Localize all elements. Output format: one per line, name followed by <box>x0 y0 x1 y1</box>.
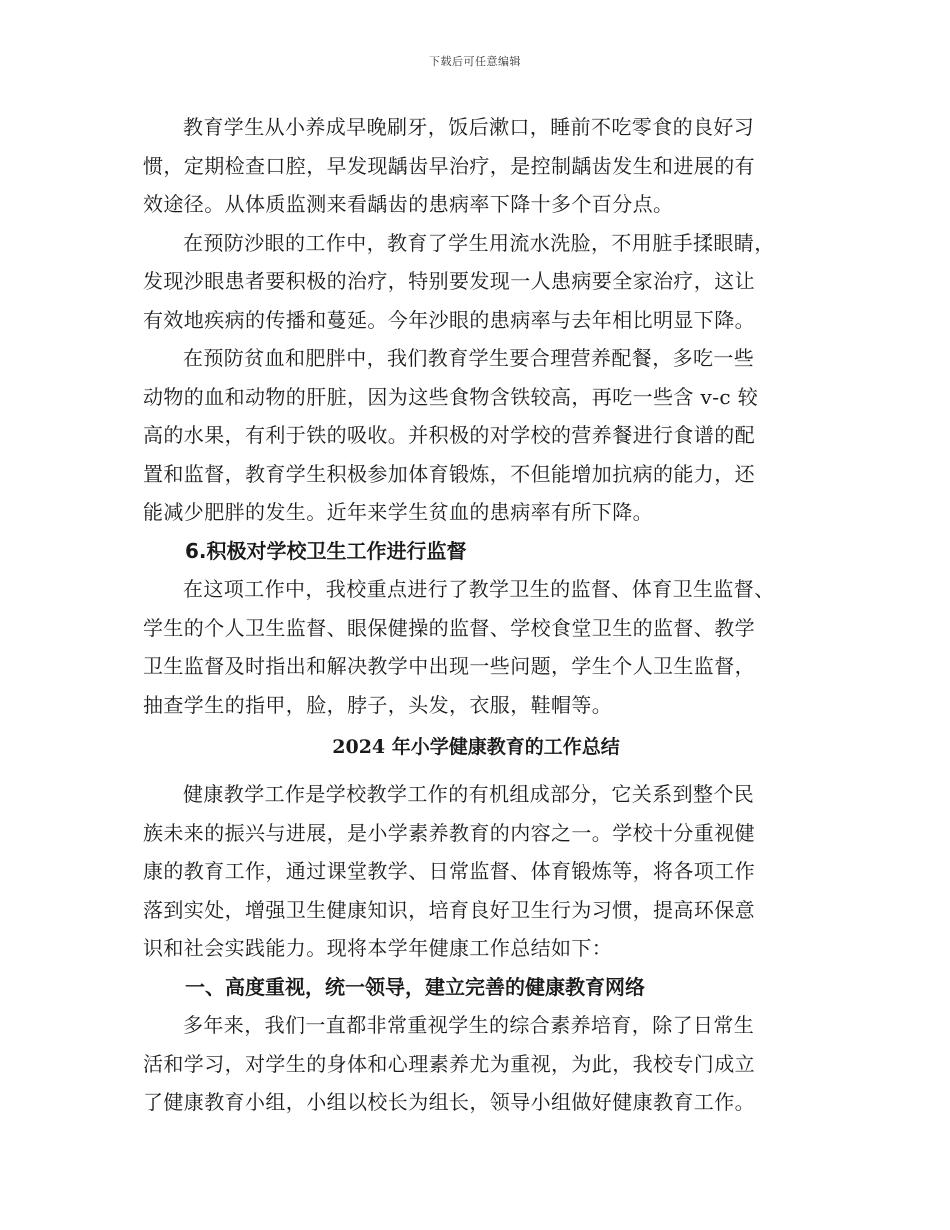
text-line: 落到实处，增强卫生健康知识，培育良好卫生行为习惯，提高环保意 <box>143 897 755 922</box>
text-line: 族未来的振兴与进展，是小学素养教育的内容之一。学校十分重视健 <box>143 820 755 845</box>
text-line: 动物的血和动物的肝脏，因为这些食物含铁较高，再吃一些含 v-c 较 <box>143 384 759 409</box>
text-line: 学生的个人卫生监督、眼保健操的监督、学校食堂卫生的监督、教学 <box>143 615 755 640</box>
paragraph-trachoma <box>143 224 809 340</box>
text-line: 识和社会实践能力。现将本学年健康工作总结如下： <box>143 936 613 960</box>
text-line: 卫生监督及时指出和解决教学中出现一些问题，学生个人卫生监督， <box>143 654 755 678</box>
text-line: 抽查学生的指甲，脸，脖子，头发，衣服，鞋帽等。 <box>143 692 613 717</box>
text-line: 发现沙眼患者要积极的治疗，特别要发现一人患病要全家治疗，这让 <box>143 269 755 293</box>
text-line: 能减少肥胖的发生。近年来学生贫血的患病率有所下降。 <box>143 500 653 524</box>
text-line: 康的教育工作，通过课堂教学、日常监督、体育锻炼等，将各项工作 <box>143 859 755 883</box>
paragraph-leadership <box>143 1006 809 1122</box>
text-line: 多年来，我们一直都非常重视学生的综合素养培育，除了日常生 <box>183 1013 755 1037</box>
text-line: 活和学习，对学生的身体和心理素养尤为重视，为此，我校专门成立 <box>143 1051 755 1076</box>
document-title: 2024 年小学健康教育的工作总结 <box>332 736 620 758</box>
text-line: 置和监督，教育学生积极参加体育锻炼，不但能增加抗病的能力，还 <box>143 461 755 486</box>
text-line: 在预防贫血和肥胖中，我们教育学生要合理营养配餐，多吃一些 <box>183 346 755 370</box>
paragraph-dental-care <box>143 108 809 224</box>
text-line: 惯，定期检查口腔，早发现龋齿早治疗，是控制龋齿发生和进展的有 <box>143 153 755 178</box>
text-line: 效途径。从体质监测来看龋齿的患病率下降十多个百分点。 <box>143 192 674 216</box>
paragraph-anemia-obesity <box>143 339 809 532</box>
page-header-note: 下载后可任意编辑 <box>429 55 521 68</box>
text-line: 高的水果，有利于铁的吸收。并积极的对学校的营养餐进行食谱的配 <box>143 423 755 447</box>
paragraph-intro <box>143 775 809 968</box>
text-line: 了健康教育小组，小组以校长为组长，领导小组做好健康教育工作。 <box>143 1090 755 1114</box>
text-line: 有效地疾病的传播和蔓延。今年沙眼的患病率与去年相比明显下降。 <box>143 307 755 332</box>
text-line: 在这项工作中，我校重点进行了教学卫生的监督、体育卫生监督、 <box>183 577 775 601</box>
document-body <box>143 108 809 1122</box>
paragraph-supervision <box>143 570 809 724</box>
section-heading-1: 一、高度重视，统一领导，建立完善的健康教育网络 <box>185 974 645 999</box>
section-heading-6: 6.积极对学校卫生工作进行监督 <box>185 538 467 563</box>
text-line: 健康教学工作是学校教学工作的有机组成部分，它关系到整个民 <box>183 782 755 806</box>
text-line: 在预防沙眼的工作中，教育了学生用流水洗脸，不用脏手揉眼睛， <box>183 230 775 255</box>
text-line: 教育学生从小养成早晚刷牙，饭后漱口，睡前不吃零食的良好习 <box>183 115 755 139</box>
